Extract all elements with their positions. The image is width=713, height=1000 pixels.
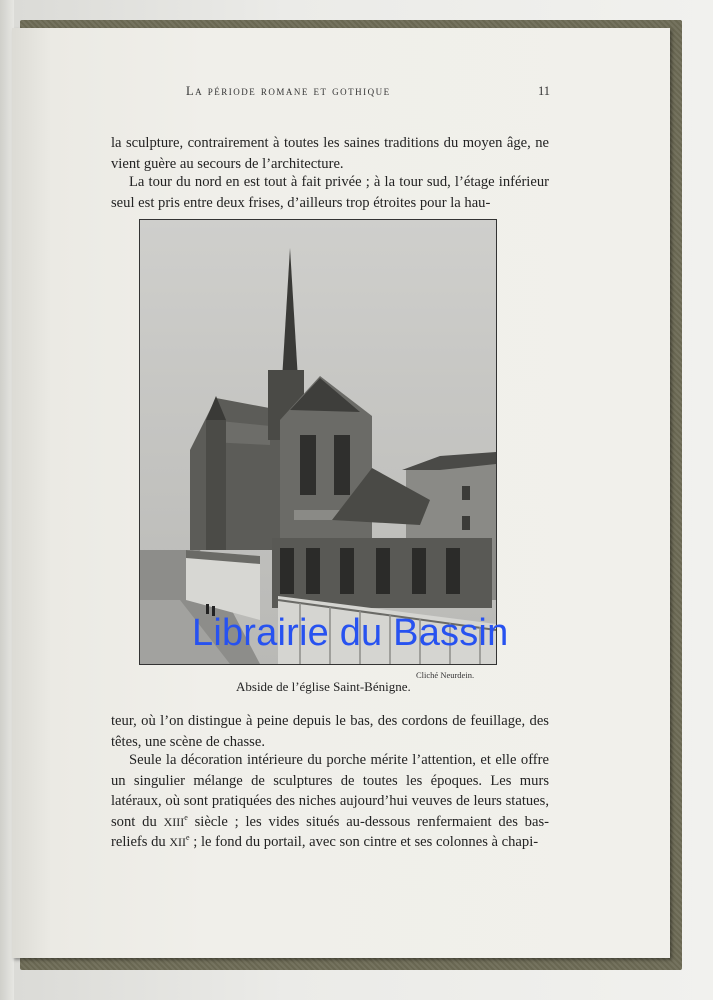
page-number: 11 bbox=[538, 84, 551, 98]
photo-credit: Cliché Neurdein. bbox=[416, 670, 475, 680]
paragraph-2: La tour du nord en est tout à fait privée ; à la tour sud, l’étage inférieur seul est pris entre deux frises, d’ailleurs trop étroites pour la hau- bbox=[111, 174, 549, 211]
century-12-sup: e bbox=[186, 833, 190, 843]
figure-caption: Abside de l’église Saint-Bénigne. bbox=[236, 679, 411, 694]
paragraph-4-part-b: siècle ; les vides situés au-dessous renfermaient des bas-reliefs du bbox=[111, 813, 549, 850]
paragraph-4 bbox=[111, 750, 549, 853]
century-13: XIII bbox=[163, 814, 185, 829]
paragraph-4-part-c: ; le fond du portail, avec son cintre et ses colonnes à chapi- bbox=[189, 834, 539, 850]
paragraph-3: teur, où l’on distingue à peine depuis le bas, des cordons de feuillage, des têtes, une scène de chasse. bbox=[111, 713, 549, 750]
watermark-text: Librairie du Bassin bbox=[192, 612, 509, 654]
running-header bbox=[0, 84, 713, 104]
century-12: XII bbox=[169, 835, 187, 849]
paragraph-1: la sculpture, contrairement à toutes les saines traditions du moyen âge, ne vient guère au secours de l’architecture. bbox=[111, 135, 549, 172]
century-13-sup: e bbox=[184, 812, 188, 822]
church-photograph bbox=[139, 219, 497, 665]
running-title: La période romane et gothique bbox=[186, 84, 391, 98]
paragraph-4-part-a: Seule la décoration intérieure du porche mérite l’attention, et elle offre un singulier mélange de sculptures de toutes les époques. Les murs latéraux, où sont pratiquées des niches aujourd’hui veuves de leurs statues, sont du bbox=[111, 752, 549, 830]
